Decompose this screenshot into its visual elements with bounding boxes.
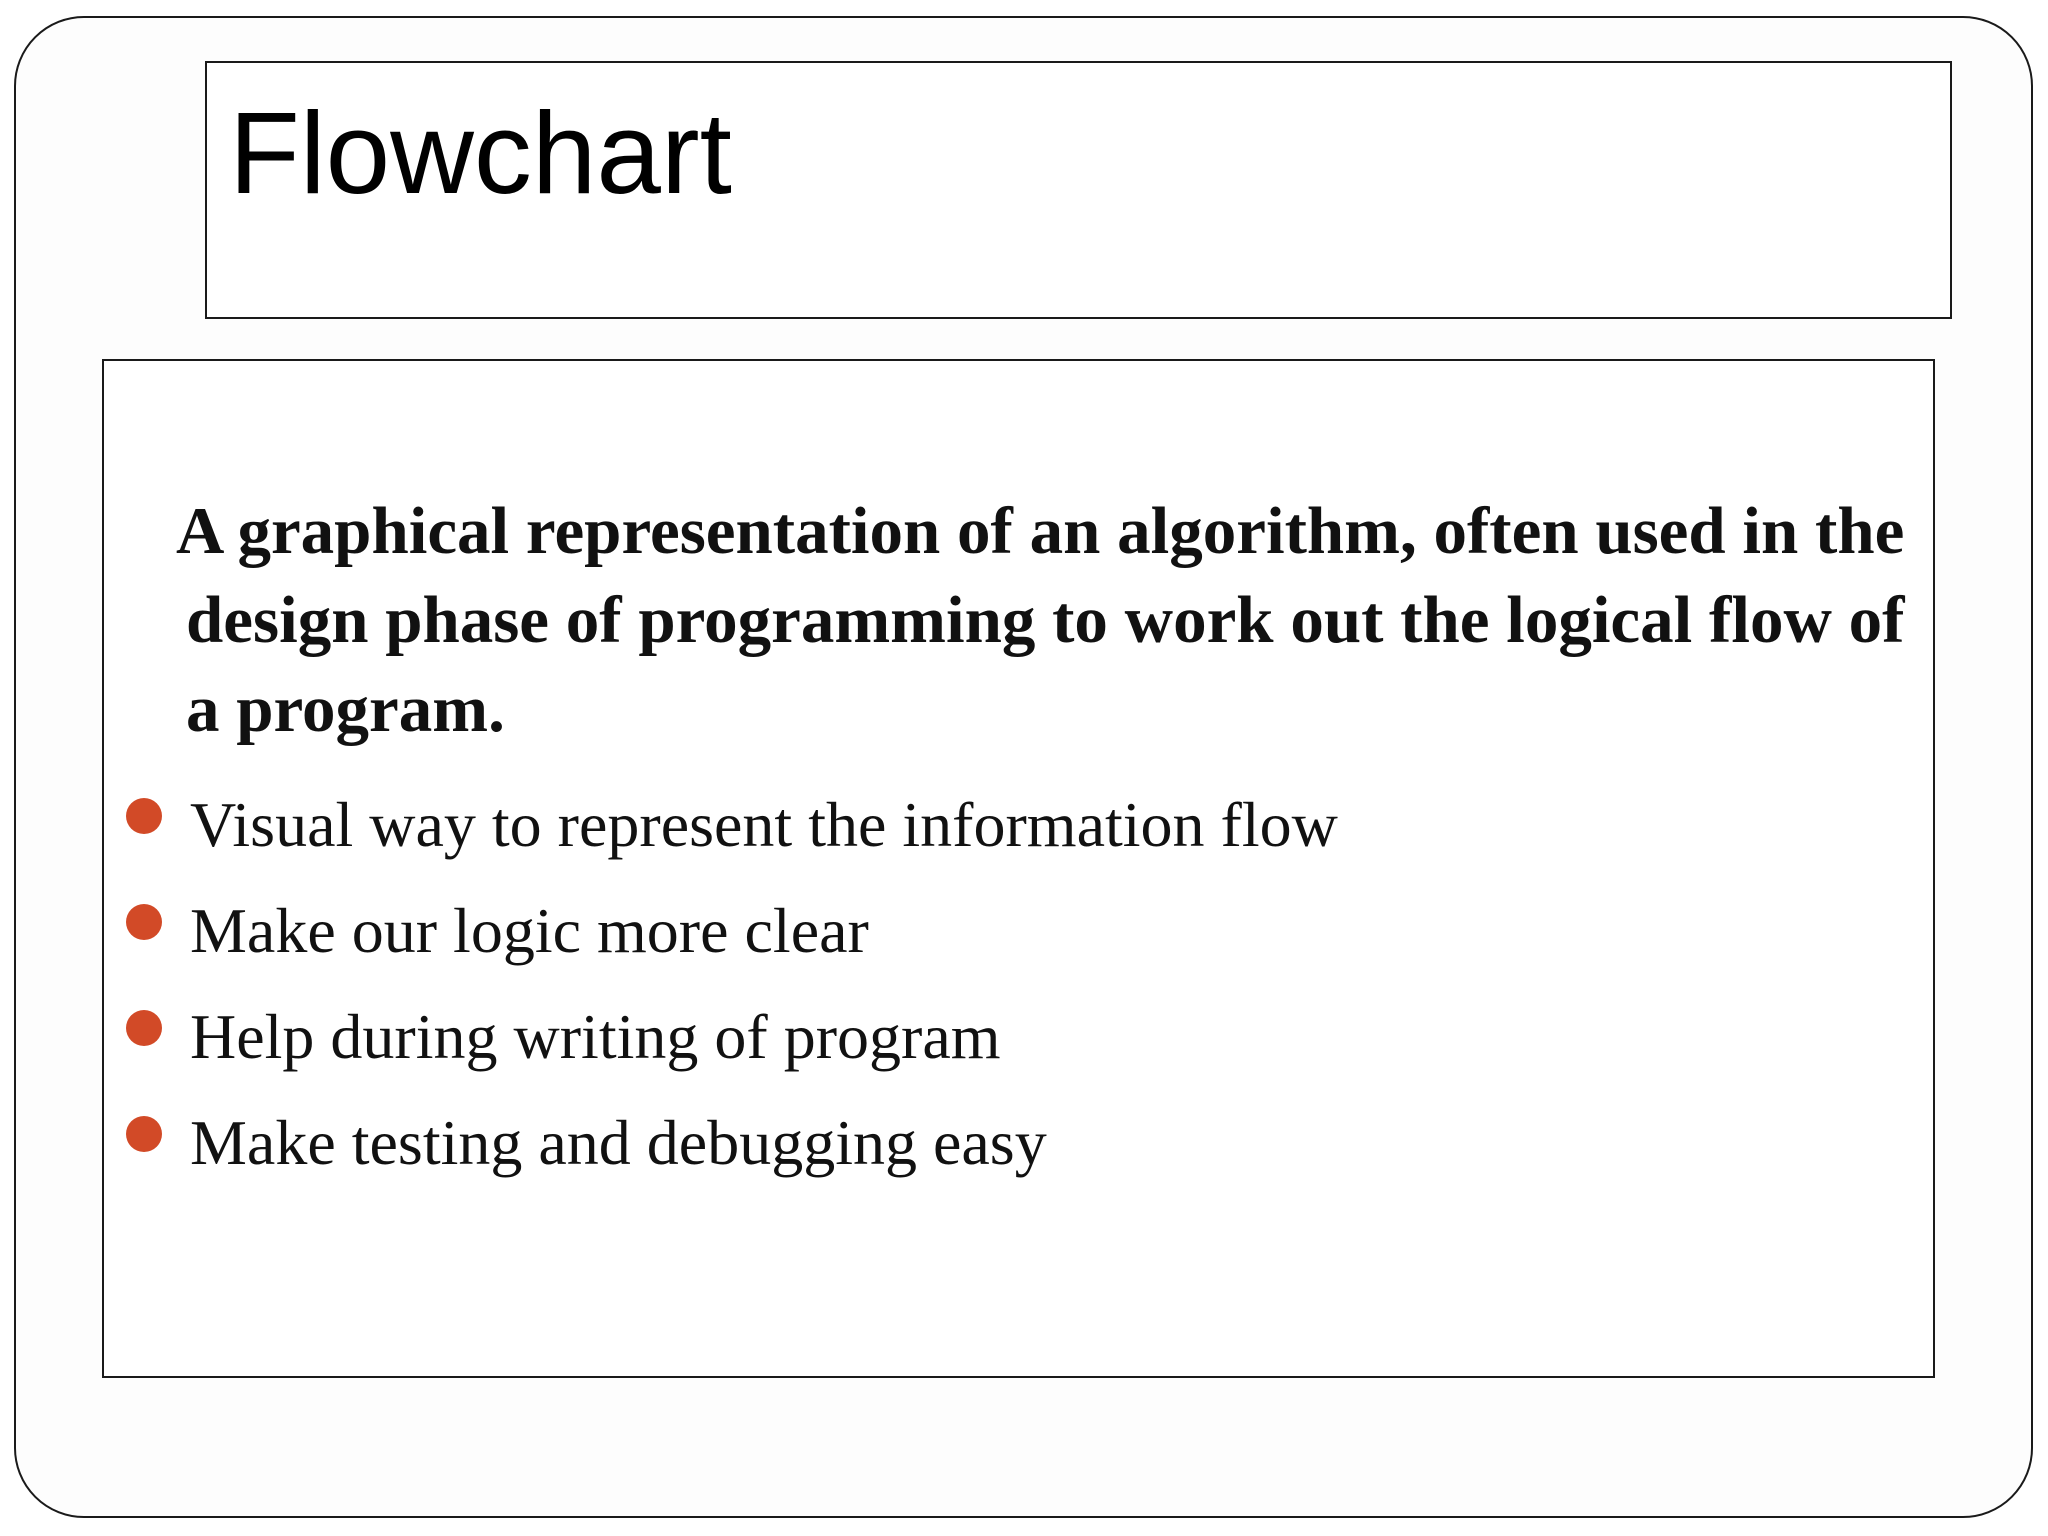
bullet-dot-icon — [126, 798, 162, 834]
content-placeholder — [102, 359, 1935, 1378]
bullet-item — [126, 984, 1338, 1090]
title-placeholder — [205, 61, 1952, 319]
definition-text: A graphical representation of an algorithm, often used in the design phase of programming to work out the logical flow of a program. — [176, 494, 1905, 746]
bullet-text: Visual way to represent the information flow — [190, 789, 1338, 860]
bullet-dot-icon — [126, 1010, 162, 1046]
slide-title: Flowchart — [229, 88, 732, 218]
bullet-dot-icon — [126, 1116, 162, 1152]
bullet-text: Make testing and debugging easy — [190, 1107, 1047, 1178]
bullet-text: Help during writing of program — [190, 1001, 1001, 1072]
bullet-dot-icon — [126, 904, 162, 940]
bullet-text: Make our logic more clear — [190, 895, 869, 966]
bullet-item — [126, 878, 1338, 984]
bullet-item — [126, 1090, 1338, 1196]
bullet-list — [126, 772, 1338, 1196]
bullet-item — [126, 772, 1338, 878]
